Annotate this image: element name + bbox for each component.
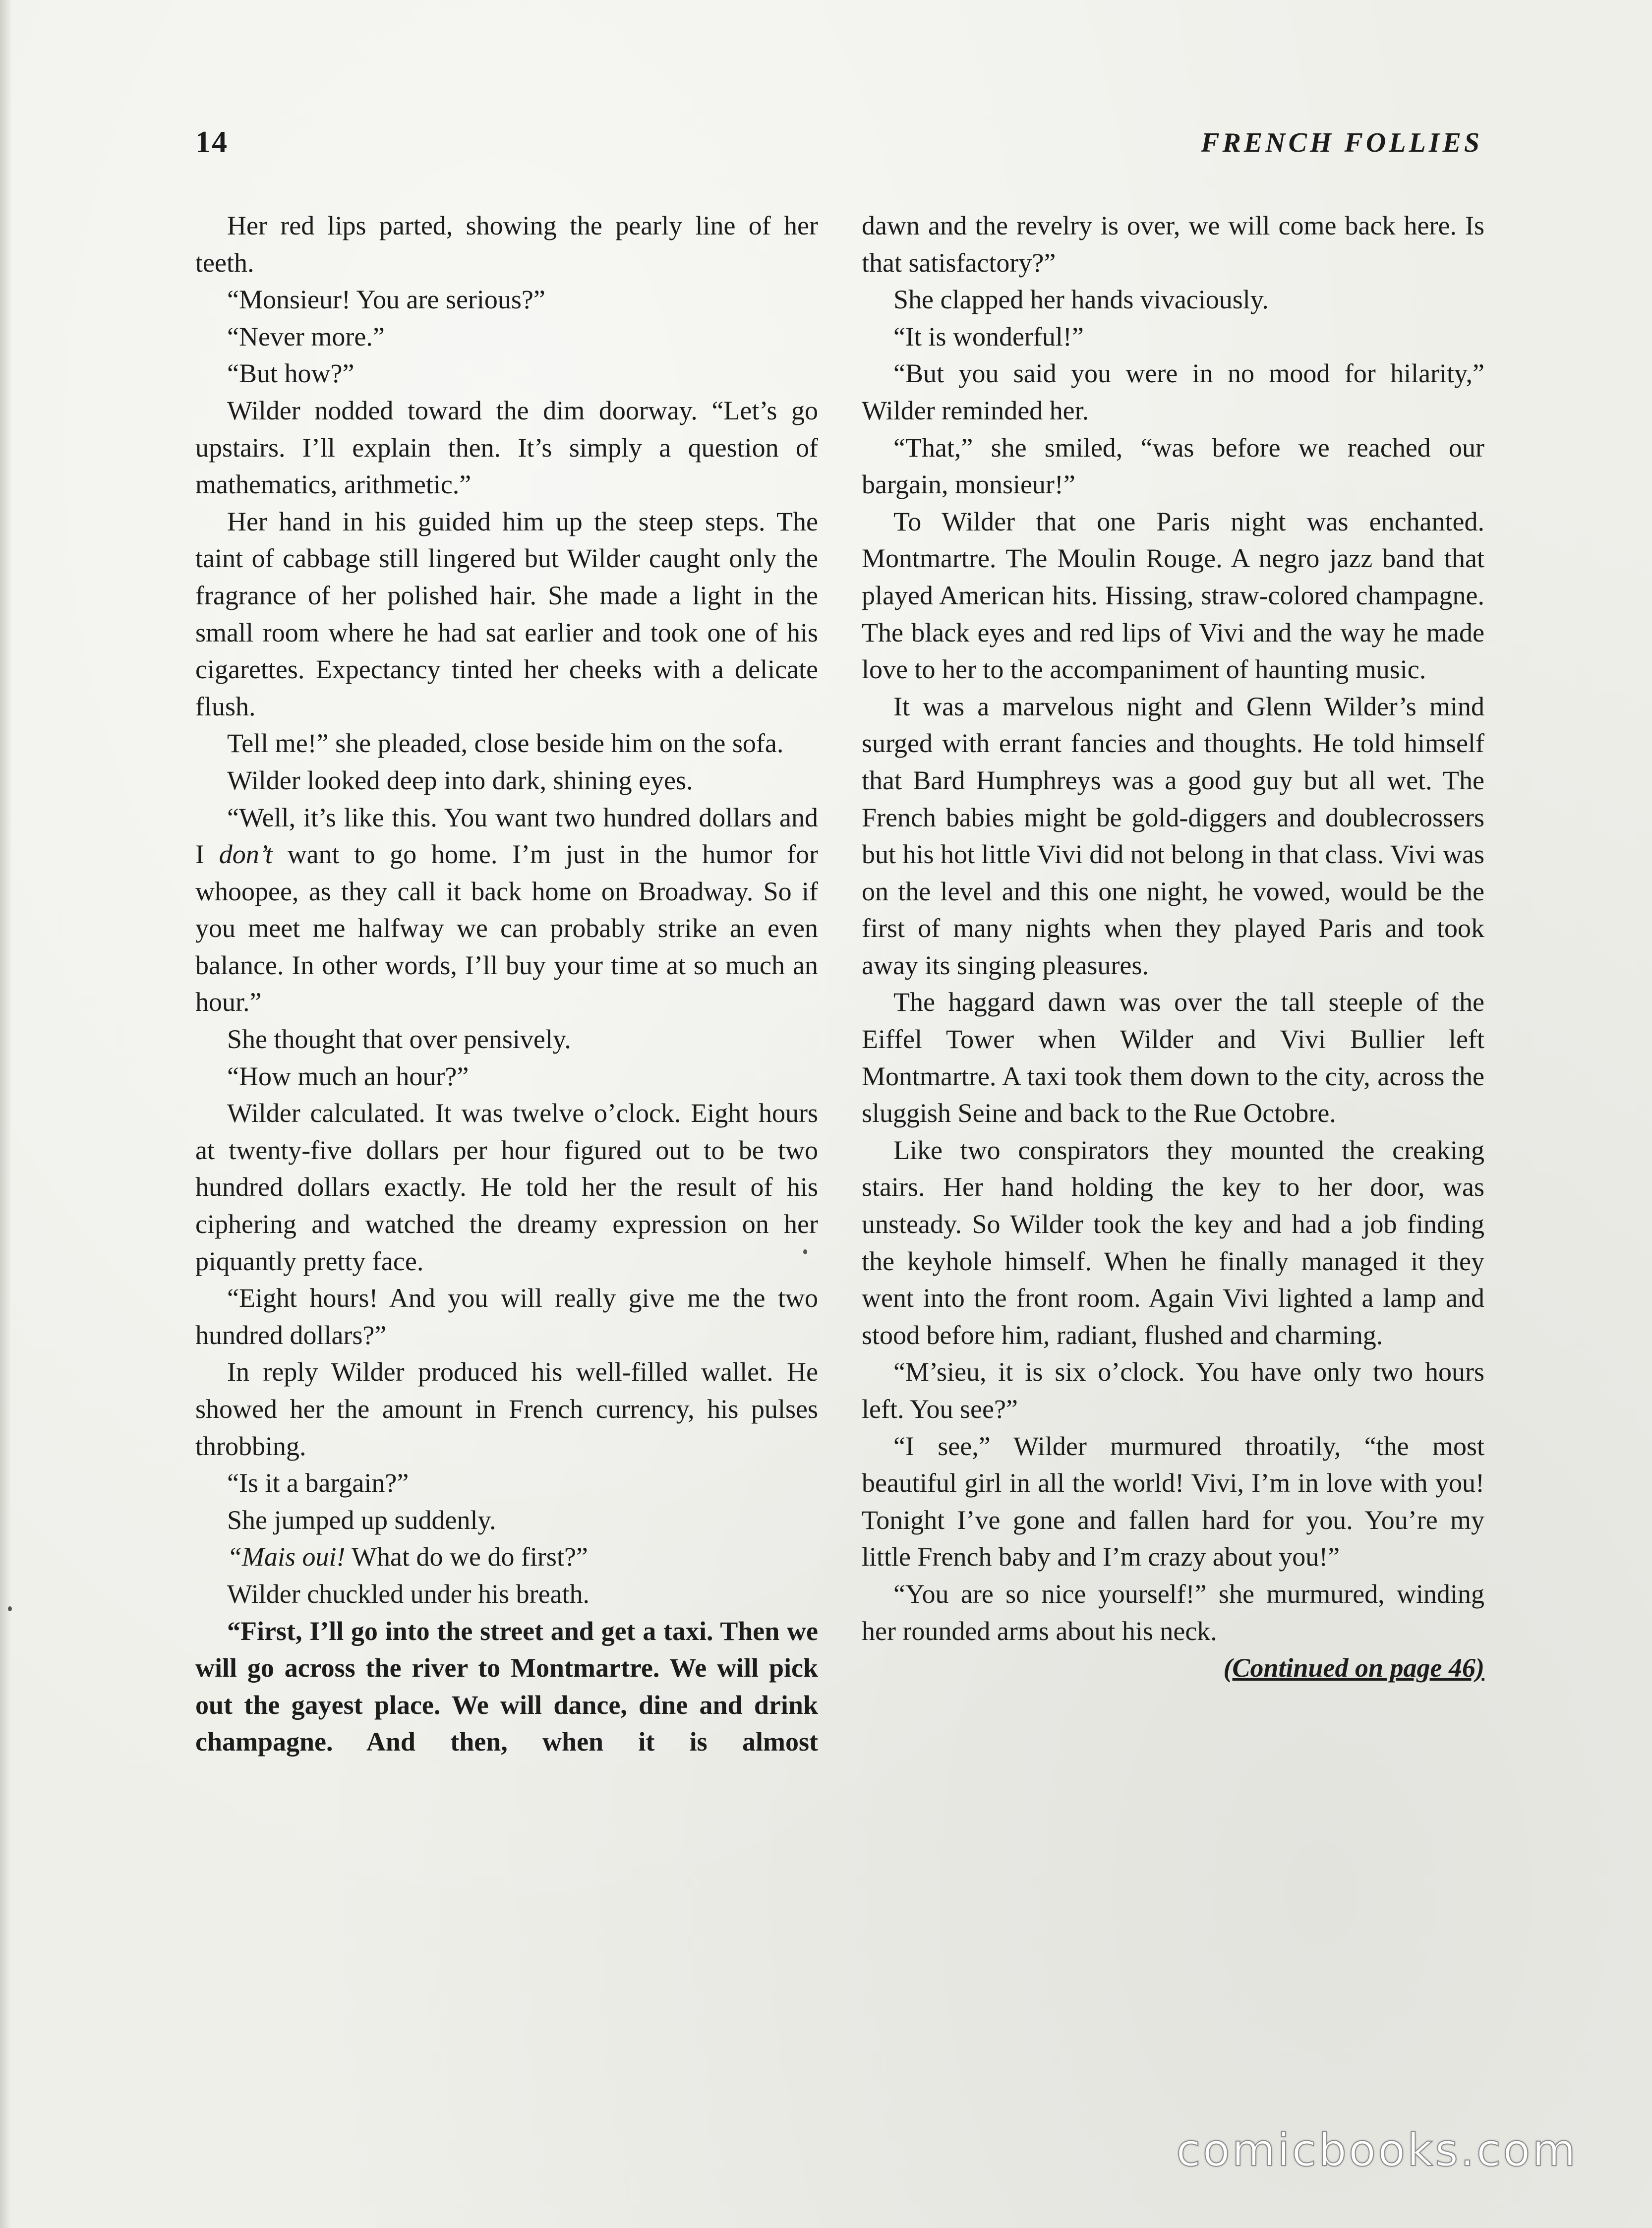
ink-speck [803, 1249, 807, 1254]
paragraph: In reply Wilder produced his well-filled wallet. He showed her the amount in French currency, his pulses throbbing. [195, 1357, 818, 1461]
emphasis-text: “Mais oui! [227, 1542, 346, 1572]
paragraph [862, 1576, 1484, 1683]
ink-speck [8, 1606, 12, 1611]
paragraph: Tell me!” she pleaded, close beside him on the sofa. [227, 728, 784, 759]
continued-note: (Continued on page 46) [1223, 1653, 1484, 1683]
running-title: FRENCH FOLLIES [1201, 127, 1482, 158]
page-edge-shadow [0, 0, 11, 2228]
paragraph: “Monsieur! You are serious?” [227, 285, 545, 315]
paragraph: Her red lips parted, showing the pearly line of her teeth. [195, 211, 818, 278]
paragraph: “How much an hour?” [227, 1061, 469, 1091]
watermark: comicbooks.com [1176, 2124, 1578, 2176]
paragraph: “M’sieu, it is six o’clock. You have only two hours left. You see?” [862, 1357, 1484, 1424]
paragraph-text: “You are so nice yourself!” she murmured, winding her rounded arms about his neck. [862, 1579, 1484, 1646]
paragraph: “But you said you were in no mood for hilarity,” Wilder reminded her. [862, 358, 1484, 425]
paragraph: The haggard dawn was over the tall steeple of the Eiffel Tower when Wilder and Vivi Bullier left Montmartre. A taxi took them down to the city, across the sluggish Seine and back to the Rue Octobre. [862, 987, 1484, 1128]
page-header [195, 125, 1482, 170]
right-column [862, 207, 1484, 1687]
paragraph: “Is it a bargain?” [227, 1468, 409, 1498]
paragraph [195, 1538, 818, 1576]
paragraph: To Wilder that one Paris night was enchanted. Montmartre. The Moulin Rouge. A negro jazz band that played American hits. Hissing, straw-colored champagne. The black eyes and red lips of Vivi and the way he made love to her to the accompaniment of haunting music. [862, 506, 1484, 685]
paragraph: She thought that over pensively. [227, 1024, 571, 1055]
paragraph-text: “Well, it’s like this. You want two hundred dollars and I [195, 802, 818, 870]
paragraph: “I see,” Wilder murmured throatily, “the most beautiful girl in all the world! Vivi, I’m in love with you! Tonight I’ve gone and fallen hard for you. You’re my little French baby and I’m crazy about you!” [862, 1431, 1484, 1572]
paragraph: She jumped up suddenly. [227, 1505, 496, 1535]
paragraph: dawn and the revelry is over, we will come back here. Is that satisfactory?” [862, 211, 1484, 278]
paragraph: She clapped her hands vivaciously. [893, 285, 1269, 315]
paragraph: “Never more.” [227, 321, 385, 352]
paragraph [195, 799, 818, 1021]
paragraph-text: What do we do first?” [345, 1542, 588, 1572]
paragraph: Wilder nodded toward the dim doorway. “Let’s go upstairs. I’ll explain then. It’s simply a question of mathematics, arithmetic.” [195, 395, 818, 500]
page-number: 14 [195, 125, 228, 159]
paragraph: Her hand in his guided him up the steep steps. The taint of cabbage still lingered but Wilder caught only the fragrance of her polished hair. She made a light in the small room where he had sat earlier and took one of his cigarettes. Expectancy tinted her cheeks with a delicate flush. [195, 506, 818, 721]
paragraph: It was a marvelous night and Glenn Wilder’s mind surged with errant fancies and thoughts. He told himself that Bard Humphreys was a good guy but all wet. The French babies might be gold-diggers and doublecrossers but his hot little Vivi did not belong in that class. Vivi was on the level and this one night, he vowed, would be the first of many nights when they played Paris and took away its singing pleasures. [862, 691, 1484, 980]
paragraph: “But how?” [227, 358, 354, 389]
paragraph-text: want to go home. I’m just in the humor for whoopee, as they call it back home on Broadway. So if you meet me halfway we can probably strike an even balance. In other words, I’ll buy your time at so much an hour.” [195, 839, 819, 1017]
paragraph: “Eight hours! And you will really give me the two hundred dollars?” [195, 1283, 818, 1350]
left-column [195, 207, 818, 1760]
paragraph: Wilder looked deep into dark, shining eyes. [227, 765, 693, 795]
paragraph: Wilder calculated. It was twelve o’clock. Eight hours at twenty-five dollars per hour figured out to be two hundred dollars exactly. He told her the result of his ciphering and watched the dreamy expression on her piquantly pretty face. [195, 1098, 818, 1276]
paragraph: “First, I’ll go into the street and get a taxi. Then we will go across the river to Montmartre. We will pick out the gayest place. We will dance, dine and drink champagne. And then, when it is almost [195, 1616, 818, 1757]
paragraph: “That,” she smiled, “was before we reached our bargain, monsieur!” [862, 432, 1484, 500]
paragraph: “It is wonderful!” [893, 321, 1084, 352]
emphasis-text: don’t [219, 839, 273, 870]
paragraph: Like two conspirators they mounted the creaking stairs. Her hand holding the key to her door, was unsteady. So Wilder took the key and had a job finding the keyhole himself. When he finally managed it they went into the front room. Again Vivi lighted a lamp and stood before him, radiant, flushed and charming. [862, 1135, 1484, 1350]
paragraph: Wilder chuckled under his breath. [227, 1579, 590, 1609]
